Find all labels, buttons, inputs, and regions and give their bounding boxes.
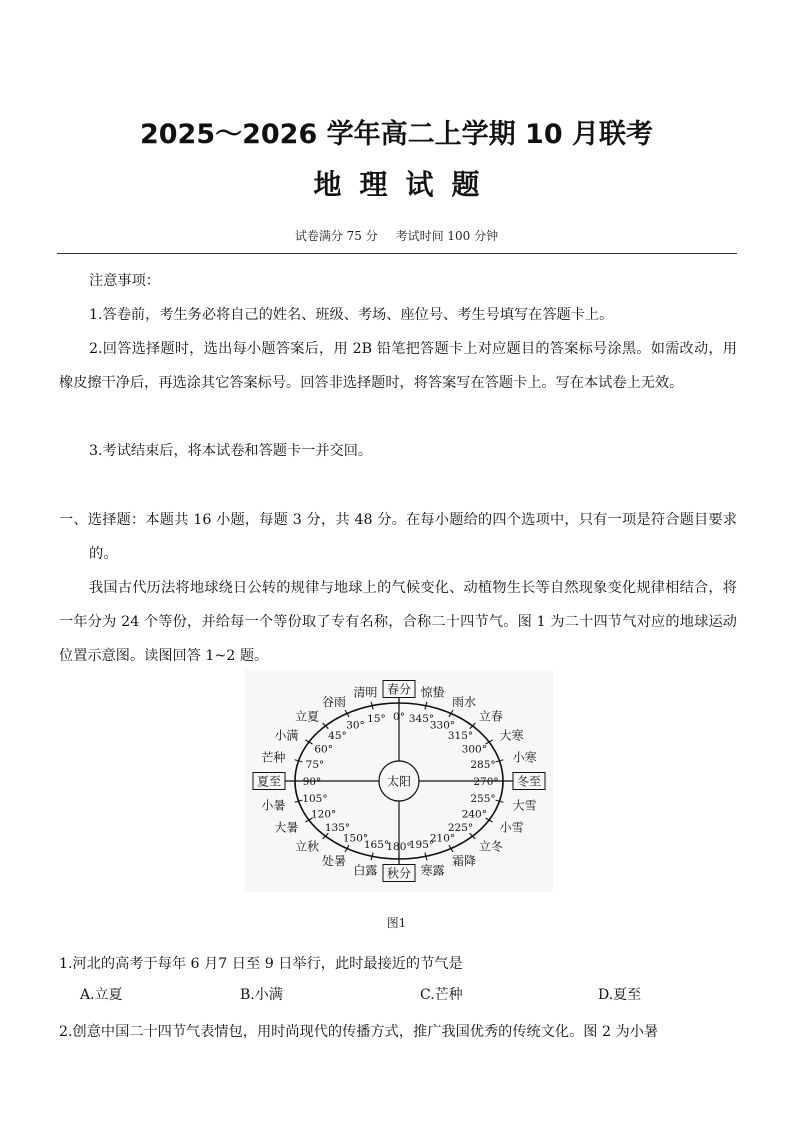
degree-label: 315°: [447, 730, 474, 743]
degree-label: 15°: [367, 713, 386, 726]
term-label: 大寒: [499, 728, 524, 743]
degree-label: 105°: [302, 792, 328, 805]
degree-label: 300°: [461, 743, 487, 756]
degree-label: 210°: [429, 832, 456, 845]
term-label: 寒露: [420, 863, 445, 878]
term-label: 大暑: [274, 820, 299, 835]
term-label: 大雪: [512, 798, 537, 813]
term-label: 惊蛰: [420, 685, 445, 700]
full-score: 试卷满分 75 分: [294, 229, 378, 243]
option-b[interactable]: B.小满: [240, 987, 283, 1003]
solar-terms-diagram: [245, 670, 553, 892]
section-intro: 我国古代历法将地球绕日公转的规律与地球上的气候变化、动植物生长等自然现象变化规律相结合，将一年分为 24 个等份，并给每一个等份取了专有名称，合称二十四节气。图 1 为二十四节气对应的地球运动位置示意图。读图回答 1~2 题。: [59, 580, 737, 664]
header-divider: [57, 253, 737, 254]
degree-label: 240°: [461, 808, 487, 821]
exam-title: 2025～2026 学年高二上学期 10 月联考: [139, 119, 654, 150]
option-d[interactable]: D.夏至: [598, 987, 642, 1003]
degree-label: 90°: [302, 776, 322, 788]
degree-label: 135°: [324, 821, 351, 834]
degree-label: 330°: [429, 719, 456, 732]
figure-caption: 图1: [386, 916, 407, 930]
option-a[interactable]: A.立夏: [80, 987, 123, 1003]
term-label: 立夏: [295, 709, 320, 724]
term-label: 立冬: [478, 839, 503, 854]
term-label: 秋分: [386, 866, 412, 881]
degree-label: 225°: [447, 821, 474, 834]
term-label: 谷雨: [321, 694, 347, 709]
exam-time: 考试时间 100 分钟: [395, 229, 499, 243]
subject-title: 地理试题: [313, 168, 498, 201]
degree-label: 0°: [393, 711, 405, 723]
term-label: 小雪: [499, 820, 524, 835]
question-1-stem: 1.河北的高考于每年 6 月7 日至 9 日举行，此时最接近的节气是: [59, 956, 463, 972]
degree-label: 285°: [470, 759, 496, 772]
term-label: 冬至: [516, 774, 542, 789]
term-label: 夏至: [256, 774, 282, 789]
term-label: 春分: [386, 682, 412, 697]
question-2-stem: 2.创意中国二十四节气表情包，用时尚现代的传播方式，推广我国优秀的传统文化。图 2 为小暑: [59, 1024, 659, 1040]
degree-label: 270°: [473, 776, 499, 788]
term-label: 雨水: [451, 694, 477, 709]
degree-label: 120°: [311, 808, 337, 821]
term-label: 清明: [353, 685, 378, 700]
sun-label: 太阳: [386, 774, 412, 789]
option-c[interactable]: C.芒种: [420, 987, 463, 1003]
degree-label: 345°: [408, 713, 435, 726]
notice-item-2: 2.回答选择题时，选出每小题答案后，用 2B 铅笔把答题卡上对应题目的答案标号涂黑。如需改动，用橡皮擦干净后，再选涂其它答案标号。回答非选择题时，将答案写在答题卡上。写在本试卷上无效。: [59, 341, 737, 391]
term-label: 小寒: [512, 750, 537, 765]
degree-label: 150°: [342, 832, 369, 845]
term-label: 芒种: [261, 750, 286, 765]
term-label: 霜降: [451, 854, 477, 869]
notice-heading: 注意事项：: [89, 273, 160, 289]
orbit-diagram-svg: [245, 670, 553, 892]
term-label: 白露: [353, 863, 378, 878]
degree-label: 75°: [305, 759, 325, 772]
term-label: 小暑: [261, 798, 286, 813]
degree-label: 45°: [328, 730, 347, 743]
section-heading: 一、选择题：本题共 16 小题，每题 3 分，共 48 分。在每小题给的四个选项中，只有一项是符合题目要求的。: [59, 512, 737, 562]
degree-label: 30°: [346, 719, 365, 732]
degree-label: 60°: [314, 743, 333, 756]
degree-label: 195°: [408, 838, 435, 851]
exam-meta: [0, 227, 793, 244]
term-label: 小满: [274, 728, 299, 743]
degree-label: 255°: [470, 792, 496, 805]
notice-item-1: 1.答卷前，考生务必将自己的姓名、班级、考场、座位号、考生号填写在答题卡上。: [89, 307, 614, 323]
question-1-options: [80, 984, 740, 1008]
notice-item-3: 3.考试结束后，将本试卷和答题卡一并交回。: [89, 443, 373, 459]
term-label: 立秋: [295, 839, 320, 854]
term-label: 立春: [478, 709, 503, 724]
degree-label: 180°: [386, 841, 412, 853]
degree-label: 165°: [363, 838, 390, 851]
term-label: 处暑: [321, 854, 347, 869]
